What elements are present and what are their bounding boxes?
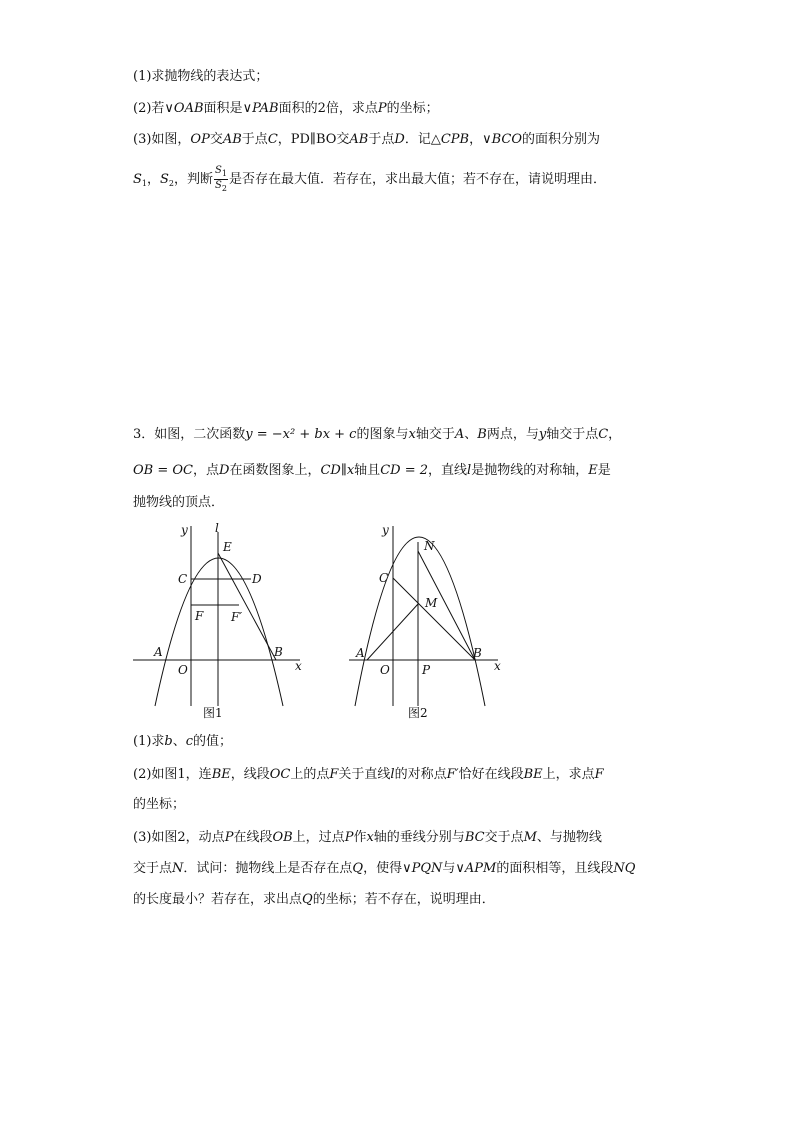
fig1-label-o: O — [178, 663, 188, 677]
fig2-label-c: C — [379, 571, 389, 585]
fig2-label-b: B — [473, 646, 482, 660]
s1-over-s2-fraction: $\frac{S_1}{S_2}$ — [215, 165, 227, 193]
problem3-question1: (1)求b、c的值； — [133, 734, 233, 749]
fig2-parabola — [355, 537, 485, 706]
fig1-caption: 图1 — [203, 706, 223, 720]
fig2-label-p: P — [422, 663, 431, 677]
problem3-question2-line2: 的坐标； — [133, 797, 186, 812]
problem2-question1: (1)求抛物线的表达式； — [133, 69, 269, 84]
problem3-intro-line2: OB = OC，点D在函数图象上，CD∥x轴且CD = 2，直线l是抛物线的对称轴，E是 — [133, 463, 611, 478]
problem3-question3-line3: 的长度最小？若存在，求出点Q的坐标；若不存在，说明理由． — [133, 892, 495, 907]
problem3-intro-line1: 3．如图，二次函数y = −x² + bx + c的图象与x轴交于A、B两点，与y轴交于点C， — [133, 427, 622, 442]
fig2-label-n: N — [424, 539, 435, 553]
fig2-label-a: A — [356, 646, 365, 660]
problem3-question3-line2: 交于点N．试问：抛物线上是否存在点Q，使得∨PQN与∨APM的面积相等，且线段NQ — [133, 861, 636, 876]
fig1-label-c: C — [178, 572, 188, 586]
problem3-question3-line1: (3)如图2，动点P在线段OB上，过点P作x轴的垂线分别与BC交于点M、与抛物线 — [133, 830, 602, 845]
fig2-caption: 图2 — [408, 706, 428, 720]
figure-1 — [125, 518, 325, 728]
problem3-intro-line3: 抛物线的顶点． — [133, 495, 225, 510]
problem2-question2: (2)若∨OAB面积是∨PAB面积的2倍，求点P的坐标； — [133, 101, 439, 116]
problem3-question2-line1: (2)如图1，连BE，线段OC上的点F关于直线l的对称点F′恰好在线段BE上，求点F — [133, 767, 604, 782]
problem2-question3-line1: (3)如图，OP交AB于点C，PD∥BO交AB于点D．记△CPB，∨BCO的面积分别为 — [133, 132, 601, 147]
fig2-label-o: O — [380, 663, 390, 677]
figure-2 — [345, 518, 545, 728]
fig1-label-fprime: F′ — [231, 610, 243, 624]
fig1-label-d: D — [252, 572, 262, 586]
fig1-label-a: A — [154, 645, 163, 659]
fig2-label-y: y — [382, 523, 389, 537]
fig2-label-x: x — [494, 659, 501, 673]
fig1-label-f: F — [195, 609, 204, 623]
fig2-segment-cb — [393, 578, 475, 660]
fig2-label-m: M — [425, 596, 438, 610]
fig1-parabola — [155, 558, 283, 706]
fig1-label-l: l — [215, 521, 219, 535]
fig1-label-x: x — [295, 659, 302, 673]
fig1-label-y: y — [181, 523, 188, 537]
problem2-question3-line2: $S_1$，$S_2$，判断 $\frac{S_1}{S_2}$ 是否存在最大值．若存在，求出最大值；若不存在，请说明理由． — [133, 165, 606, 193]
fig1-segment-be — [218, 553, 276, 660]
fig1-label-b: B — [274, 645, 283, 659]
fig1-label-e: E — [223, 540, 232, 554]
